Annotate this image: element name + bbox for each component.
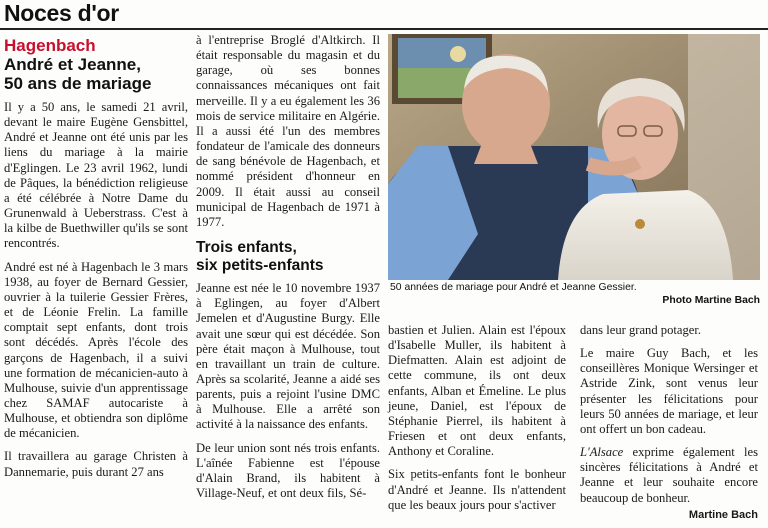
couple-photo-illustration: [388, 34, 760, 280]
column-4: [580, 323, 758, 506]
author-signature: Martine Bach: [688, 509, 758, 521]
couple-photo: [388, 34, 760, 280]
article-headline-line1: André et Jeanne,: [4, 55, 141, 74]
photo-caption: 50 années de mariage pour André et Jeanne Gessier.: [390, 282, 637, 293]
paragraph: André est né à Hagenbach le 3 mars 1938, au foyer de Bernard Gessier, ouvrier à la tuilerie Gessier Frères, et de Léonie Frelin. La famille comptait sept enfants, dont trois sont décédés. Après l'école des garçons de Hagenbach, il a suivi une formation de mécanicien-auto à Mulhouse, suivie d'un apprentissage chez SAMAF autocariste à Mulhouse, et obtiendra son diplôme de mécanicien.: [4, 259, 188, 441]
photo-caption-block: [390, 281, 760, 307]
subheading-line1: Trois enfants,: [196, 239, 297, 257]
paragraph: Jeanne est née le 10 novembre 1937 à Eglingen, au foyer d'Albert Jemelen et d'Augustine Burgy. Elle avait une sœur qui est décédée. Son père était maçon à Mulhouse, tout en travaillant un train de culture. Après sa scolarité, Jeanne a aidé ses parents, puis a rejoint l'usine DMC à Mulhouse. Elle a arrêté son activité à la naissance des enfants.: [196, 281, 380, 432]
paragraph: dans leur grand potager.: [580, 323, 701, 337]
newspaper-name: L'Alsace: [580, 445, 624, 460]
column-3: [388, 323, 566, 513]
paragraph: Il travaillera au garage Christen à Dannemarie, puis durant 27 ans: [4, 449, 188, 479]
subheading-line2: six petits-enfants: [196, 257, 324, 275]
article-place: Hagenbach: [4, 36, 96, 55]
paragraph: Il y a 50 ans, le samedi 21 avril, devant le maire Eugène Gensbittel, André et Jeanne ont été unis par les liens du mariage à la mairie d'Eglingen. Le 23 avril 1962, lundi de Pâques, la bénédiction religieuse a été célébrée à Notre Dame du Grunenwald à Ueberstrass. C'est à la kilbe de Buethwiller qu'ils se sont rencontrés.: [4, 100, 188, 251]
paragraph: à l'entreprise Broglé d'Altkirch. Il était responsable du magasin et du garage, où ses bonnes connaissances mécaniques ont fait merveille. Il y a eu également les 36 mois de service militaire en Algérie. Il a aussi été l'un des membres fondateur de l'amicale des donneurs de sang bénévole de Hagenbach, et nommé président d'honneur en 2009. Il était aussi au conseil municipal de Hagenbach de 1971 à 1977.: [196, 33, 380, 229]
rubric-title: Noces d'or: [4, 0, 119, 26]
paragraph: Le maire Guy Bach, et les conseillères Monique Wersinger et Astride Zink, sont venus leur présenter les félicitations pour leurs 50 années de mariage, et leur ont offert un bon cadeau.: [580, 346, 758, 436]
article-headline-line2: 50 ans de mariage: [4, 74, 152, 93]
paragraph: Six petits-enfants font le bonheur d'André et Jeanne. Ils n'attendent que les beaux jours pour s'activer: [388, 467, 566, 512]
photo-credit: Photo Martine Bach: [662, 295, 760, 306]
header-rule: [0, 28, 768, 30]
paragraph: [580, 445, 758, 506]
column-1: [4, 36, 188, 480]
column-2: [196, 33, 380, 501]
paragraph: De leur union sont nés trois enfants. L'aînée Fabienne est l'épouse d'Alain Brand, ils habitent à Village-Neuf, et ont deux fils, Sé-: [196, 440, 380, 501]
paragraph-text: exprime également les sincères félicitations à André et Jeanne et leur souhaite encore beaucoup de bonheur.: [580, 445, 758, 505]
paragraph: bastien et Julien. Alain est l'époux d'Isabelle Muller, ils habitent à Diefmatten. Alain est adjoint de cette commune, ils ont deux enfants, Alban et Émeline. Le plus jeune, Daniel, est l'époux de Stéphanie Pierrel, ils habitent à Friesen et ont deux enfants, Anthony et Coraline.: [388, 323, 566, 459]
